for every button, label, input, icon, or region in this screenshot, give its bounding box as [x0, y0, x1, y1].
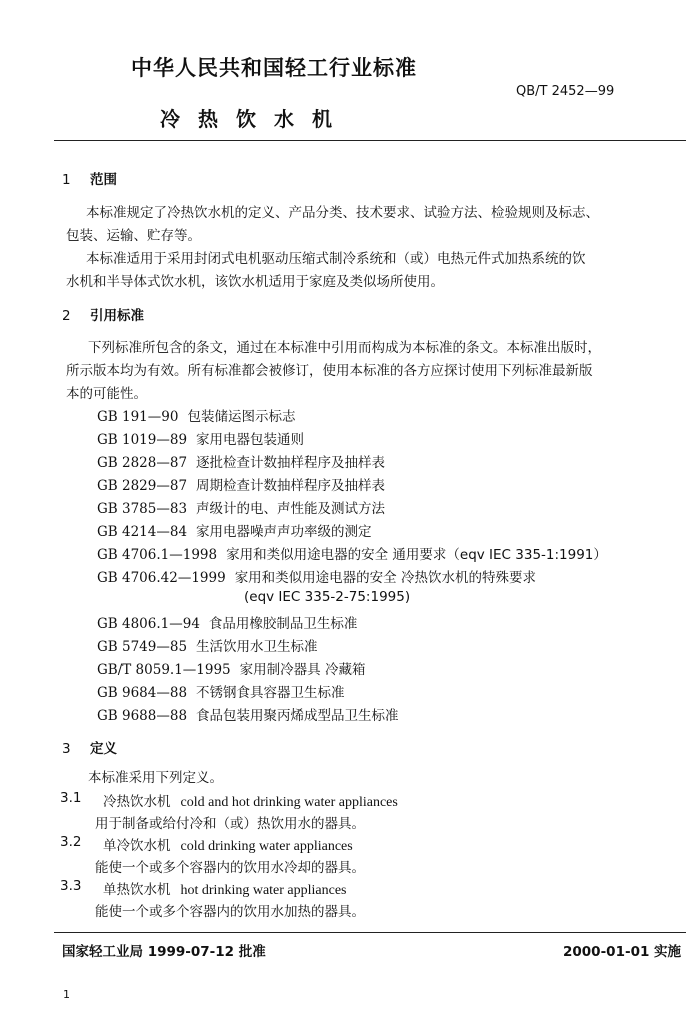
reference-name: 食品包装用聚丙烯成型品卫生标准 — [196, 708, 399, 724]
section-number: 3 — [62, 741, 71, 757]
definition-number: 3.1 — [60, 790, 82, 806]
reference-name: 包装储运图示标志 — [187, 409, 296, 425]
reference-code: GB 4214—84 — [97, 524, 188, 540]
reference-code: GB 5749—85 — [97, 639, 188, 655]
definition-description: 能使一个或多个容器内的饮用水加热的器具。 — [95, 904, 365, 920]
reference-name: 不锈钢食具容器卫生标准 — [196, 685, 345, 701]
reference-code: GB 4706.1—1998 — [97, 547, 218, 563]
section-title: 范围 — [90, 172, 117, 188]
reference-item-continuation — [244, 589, 410, 605]
reference-code: GB 2829—87 — [97, 478, 188, 494]
footer-divider — [54, 932, 686, 933]
reference-code: GB 191—90 — [97, 409, 179, 425]
definition-term — [103, 790, 398, 811]
reference-name: 周期检查计数抽样程序及抽样表 — [196, 478, 386, 494]
reference-item — [97, 635, 318, 655]
document-title: 冷热饮水机 — [160, 107, 350, 131]
section-3-intro: 本标准采用下列定义。 — [88, 770, 223, 786]
reference-name: 声级计的电、声性能及测试方法 — [196, 501, 386, 517]
section-2-line: 所示版本均为有效。所有标准都会被修订，使用本标准的各方应探讨使用下列标准最新版 — [66, 363, 593, 379]
reference-name: 家用电器噪声声功率级的测定 — [196, 524, 372, 540]
reference-name: 食品用橡胶制品卫生标准 — [208, 616, 358, 632]
reference-item — [97, 566, 536, 586]
reference-name: 生活饮用水卫生标准 — [196, 639, 318, 655]
section-2-heading — [62, 304, 144, 324]
reference-item — [97, 405, 295, 425]
definition-term-en: cold drinking water appliances — [180, 839, 353, 854]
definition-term-cn: 冷热饮水机 — [103, 794, 171, 810]
reference-item — [97, 497, 385, 517]
definition-term — [103, 878, 347, 899]
section-number: 1 — [62, 172, 71, 188]
definition-description: 用于制备或给付冷和（或）热饮用水的器具。 — [95, 816, 365, 832]
reference-code: GB 2828—87 — [97, 455, 188, 471]
header-divider — [54, 140, 686, 141]
reference-item — [97, 658, 365, 678]
section-1-line: 水机和半导体式饮水机，该饮水机适用于家庭及类似场所使用。 — [66, 274, 444, 290]
definition-number: 3.3 — [60, 878, 82, 894]
reference-code: GB 1019—89 — [97, 432, 188, 448]
definition-term-cn: 单热饮水机 — [103, 882, 171, 898]
reference-item — [97, 520, 372, 540]
standard-code: QB/T 2452—99 — [516, 84, 615, 99]
reference-item — [97, 612, 357, 632]
approval-date: 国家轻工业局 1999-07-12 批准 — [62, 944, 266, 960]
reference-item — [97, 474, 385, 494]
reference-item — [97, 451, 385, 471]
reference-code: GB 4706.42—1999 — [97, 570, 226, 586]
definition-description: 能使一个或多个容器内的饮用水冷却的器具。 — [95, 860, 365, 876]
section-1-heading — [62, 168, 117, 188]
section-number: 2 — [62, 308, 71, 324]
reference-name: 逐批检查计数抽样程序及抽样表 — [196, 455, 386, 471]
section-2-line: 本的可能性。 — [66, 386, 147, 402]
definition-term — [103, 834, 353, 855]
reference-code: GB 9688—88 — [97, 708, 188, 724]
reference-item — [97, 428, 304, 448]
definition-term-en: hot drinking water appliances — [180, 883, 347, 898]
reference-item — [97, 543, 607, 563]
definition-term-cn: 单冷饮水机 — [103, 838, 171, 854]
reference-code: GB 9684—88 — [97, 685, 188, 701]
section-title: 定义 — [90, 741, 117, 757]
reference-name: 家用电器包装通则 — [196, 432, 305, 448]
reference-code: GB 3785—83 — [97, 501, 188, 517]
section-3-heading — [62, 737, 117, 757]
reference-item — [97, 704, 399, 724]
section-1-line: 本标准适用于采用封闭式电机驱动压缩式制冷系统和（或）电热元件式加热系统的饮 — [86, 251, 586, 267]
definition-term-en: cold and hot drinking water appliances — [180, 795, 398, 810]
definition-number: 3.2 — [60, 834, 82, 850]
reference-name: 家用制冷器具 冷藏箱 — [239, 662, 366, 678]
implementation-date: 2000-01-01 实施 — [563, 944, 682, 960]
section-1-line: 包装、运输、贮存等。 — [66, 228, 201, 244]
section-2-line: 下列标准所包含的条文，通过在本标准中引用而构成为本标准的条文。本标准出版时， — [88, 340, 601, 356]
section-title: 引用标准 — [90, 308, 144, 324]
reference-code: GB 4806.1—94 — [97, 616, 200, 632]
reference-name: 家用和类似用途电器的安全 通用要求（eqv IEC 335-1:1991） — [226, 547, 607, 563]
reference-name: (eqv IEC 335-2-75:1995) — [244, 589, 411, 605]
standard-category-title: 中华人民共和国轻工行业标准 — [131, 56, 417, 80]
page-mark: 1 — [63, 988, 70, 1001]
section-1-line: 本标准规定了冷热饮水机的定义、产品分类、技术要求、试验方法、检验规则及标志、 — [86, 205, 599, 221]
reference-item — [97, 681, 345, 701]
reference-name: 家用和类似用途电器的安全 冷热饮水机的特殊要求 — [234, 570, 536, 586]
reference-code: GB/T 8059.1—1995 — [97, 662, 231, 678]
